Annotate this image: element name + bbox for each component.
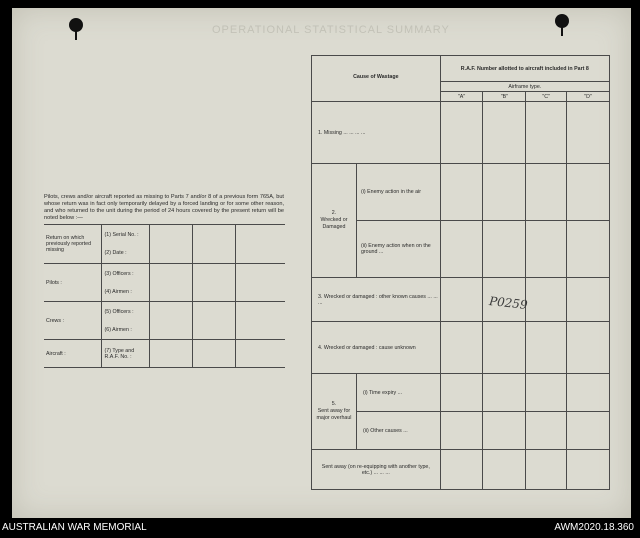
entry-cell[interactable] <box>149 225 192 264</box>
entry-cell[interactable] <box>567 164 610 221</box>
row-number: 5. <box>331 401 337 407</box>
row-group-label: Sent away for major overhaul <box>316 408 352 421</box>
field-label: (7) Type and R.A.F. No. : <box>104 347 135 360</box>
field-label: (1) Serial No. : <box>104 232 139 238</box>
entry-cell[interactable] <box>526 412 567 450</box>
field-label: (5) Officers : <box>104 308 134 315</box>
entry-cell[interactable] <box>526 164 567 221</box>
row-label: Pilots : <box>44 264 101 302</box>
entry-cell[interactable] <box>440 374 483 412</box>
archive-credit: AUSTRALIAN WAR MEMORIAL <box>2 522 147 533</box>
cause-header: Cause of Wastage <box>312 56 441 102</box>
entry-cell[interactable] <box>567 221 610 278</box>
entry-cell[interactable] <box>235 340 285 368</box>
entry-cell[interactable] <box>192 302 235 340</box>
column-header: "B" <box>483 92 526 102</box>
field-label: (6) Airmen : <box>104 326 132 333</box>
entry-cell[interactable] <box>526 322 567 374</box>
table-row <box>312 221 610 278</box>
entry-cell[interactable] <box>483 450 526 490</box>
table-row <box>312 278 610 322</box>
entry-cell[interactable] <box>235 302 285 340</box>
returned-missing-table <box>44 224 285 368</box>
table-row <box>312 322 610 374</box>
table-row <box>312 412 610 450</box>
row-label <box>312 374 357 450</box>
row-label: Crews : <box>44 302 101 340</box>
binder-hole <box>69 18 83 32</box>
field-label: (4) Airmen : <box>104 288 132 295</box>
entry-cell[interactable] <box>567 322 610 374</box>
field-label: (2) Date : <box>104 250 127 256</box>
table-row <box>44 340 285 368</box>
entry-cell[interactable] <box>440 450 483 490</box>
row-label: Aircraft : <box>44 340 101 368</box>
missing-note: Pilots, crews and/or aircraft reported as missing to Parts 7 and/or 8 of a previous form 765A, but whose return was in fact only temporarily delayed by a forced landing or for some other reason, and who returned to the unit during the period of 24 hours covered by the present return will be noted below :— <box>44 194 284 221</box>
table-row <box>44 302 285 340</box>
entry-cell[interactable] <box>526 450 567 490</box>
archive-id: AWM2020.18.360 <box>554 522 634 533</box>
entry-cell[interactable] <box>440 278 483 322</box>
row-label: 3. Wrecked or damaged : other known causes ... ... ... <box>312 278 441 322</box>
entry-cell[interactable] <box>440 102 483 164</box>
entry-cell[interactable] <box>149 340 192 368</box>
entry-cell[interactable] <box>567 450 610 490</box>
table-row <box>312 450 610 490</box>
table-row <box>312 164 610 221</box>
entry-cell[interactable] <box>526 221 567 278</box>
table-row <box>44 264 285 302</box>
entry-cell[interactable] <box>483 412 526 450</box>
table-row <box>312 102 610 164</box>
entry-cell[interactable] <box>483 102 526 164</box>
entry-cell[interactable] <box>192 340 235 368</box>
entry-cell[interactable] <box>526 278 567 322</box>
row-label: Sent away (on re-equipping with another type, etc.) ... ... ... <box>312 450 441 490</box>
row-label <box>312 164 357 278</box>
column-header: "D" <box>567 92 610 102</box>
row-number: 2. <box>331 210 337 216</box>
table-row <box>312 374 610 412</box>
entry-cell[interactable] <box>149 302 192 340</box>
table-row <box>44 225 285 264</box>
entry-cell[interactable] <box>440 322 483 374</box>
entry-cell[interactable] <box>567 412 610 450</box>
field-label: (3) Officers : <box>104 270 134 277</box>
row-label: (i) Enemy action in the air <box>356 164 440 221</box>
wastage-table <box>311 55 610 490</box>
entry-cell[interactable] <box>440 221 483 278</box>
faded-header: OPERATIONAL STATISTICAL SUMMARY <box>212 24 450 36</box>
entry-cell[interactable] <box>192 264 235 302</box>
entry-cell[interactable] <box>192 225 235 264</box>
column-header: "C" <box>526 92 567 102</box>
entry-cell[interactable] <box>483 322 526 374</box>
entry-cell[interactable] <box>149 264 192 302</box>
entry-cell[interactable] <box>526 374 567 412</box>
row-group-label: Wrecked or Damaged <box>320 217 348 230</box>
row-label: (i) Time expiry ... <box>356 374 440 412</box>
entry-cell[interactable] <box>235 264 285 302</box>
row-label: 1. Missing ... ... ... ... <box>312 102 441 164</box>
entry-cell[interactable] <box>440 412 483 450</box>
entry-cell[interactable] <box>235 225 285 264</box>
row-label: 4. Wrecked or damaged : cause unknown <box>312 322 441 374</box>
entry-cell[interactable] <box>526 102 567 164</box>
binder-hole <box>555 14 569 28</box>
row-label: (ii) Other causes ... <box>356 412 440 450</box>
airframe-header: Airframe type. <box>440 82 609 92</box>
entry-cell[interactable] <box>567 374 610 412</box>
row-label: (ii) Enemy action when on the ground ... <box>356 221 440 278</box>
entry-cell[interactable] <box>567 278 610 322</box>
handwritten-annotation: P0259 <box>488 294 529 312</box>
entry-cell[interactable] <box>483 374 526 412</box>
entry-cell[interactable] <box>483 221 526 278</box>
column-header: "A" <box>440 92 483 102</box>
entry-cell[interactable] <box>567 102 610 164</box>
raf-header: R.A.F. Number allotted to aircraft included in Part 8 <box>440 56 609 82</box>
entry-cell[interactable] <box>483 164 526 221</box>
row-label: Return on which previously reported missing <box>44 225 101 264</box>
entry-cell[interactable] <box>440 164 483 221</box>
